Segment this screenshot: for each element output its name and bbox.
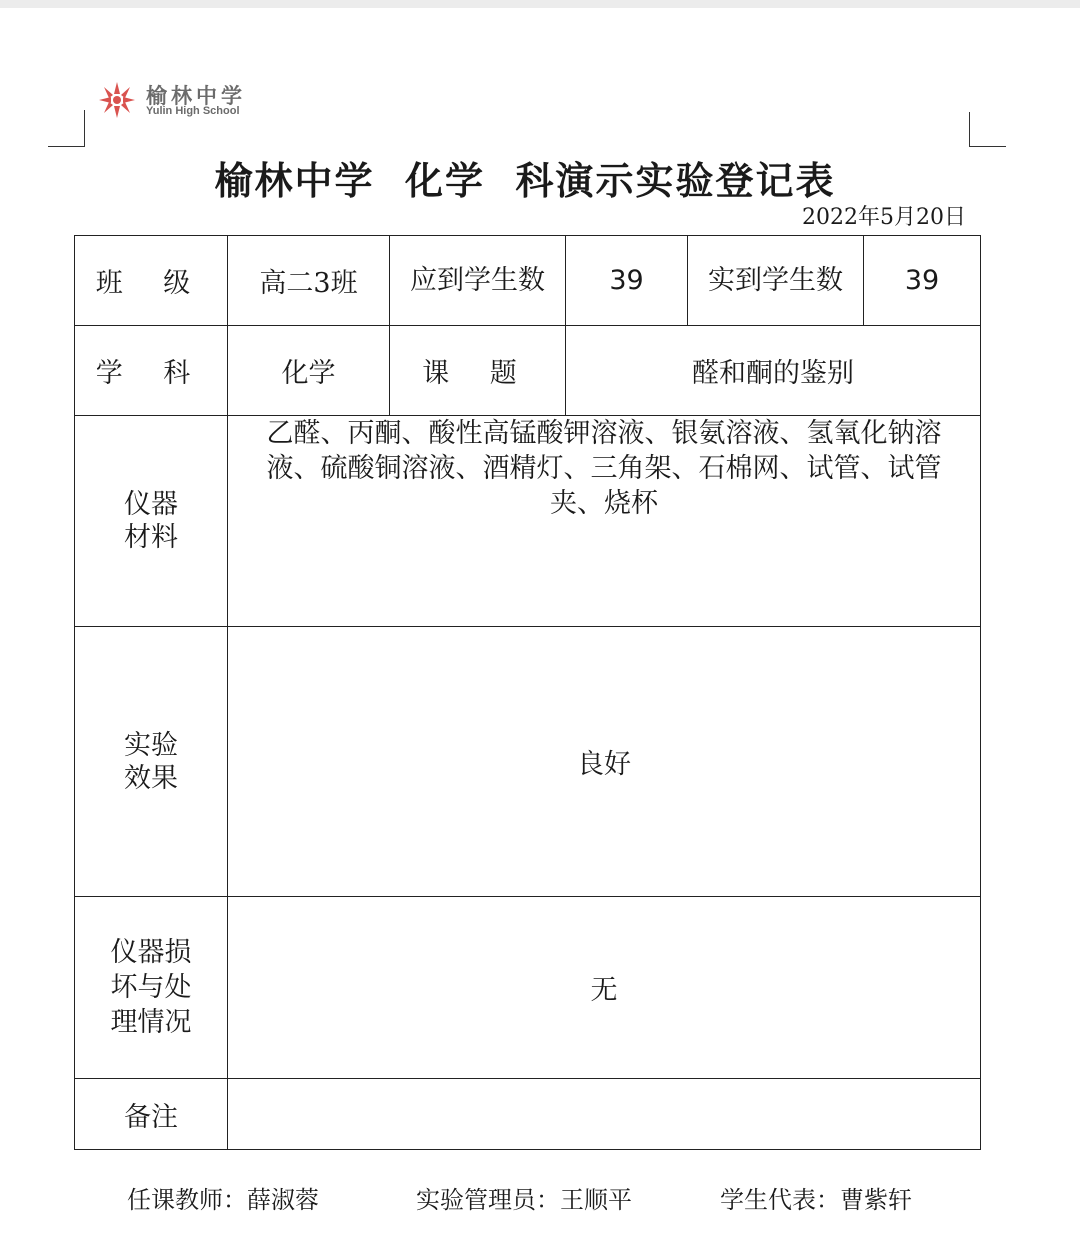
subject-label: 学 科 <box>75 326 228 416</box>
expected-students-value: 39 <box>566 236 688 326</box>
logo-english-name: Yulin High School <box>146 105 240 117</box>
damage-label-line: 理情况 <box>110 1007 192 1038</box>
page-title: 榆林中学 化学 科演示实验登记表 <box>214 158 836 203</box>
table-row <box>75 236 981 326</box>
table-row <box>75 1079 981 1150</box>
school-logo <box>96 78 266 122</box>
footer-student-rep: 学生代表：曹紫轩 <box>720 1186 912 1214</box>
table-row <box>75 627 981 897</box>
class-value: 高二3班 <box>228 236 390 326</box>
effect-label-line: 效果 <box>124 762 178 794</box>
topic-label: 课 题 <box>390 326 566 416</box>
effect-label <box>75 627 228 897</box>
footer-teacher: 任课教师：薛淑蓉 <box>127 1186 319 1214</box>
damage-label <box>75 897 228 1079</box>
footer-lab-admin: 实验管理员：王顺平 <box>416 1186 632 1214</box>
effect-value: 良好 <box>228 627 981 897</box>
crop-mark-top-left <box>48 110 85 147</box>
subject-value: 化学 <box>228 326 390 416</box>
school-emblem-icon <box>96 80 138 120</box>
damage-label-line: 仪器损 <box>110 937 192 968</box>
materials-label <box>75 416 228 627</box>
effect-label-line: 实验 <box>124 729 178 761</box>
materials-label-line: 材料 <box>124 522 178 553</box>
materials-label-line: 仪器 <box>124 489 178 520</box>
logo-chinese-name: 榆林中学 <box>146 83 246 108</box>
remarks-label: 备注 <box>75 1079 228 1150</box>
damage-value: 无 <box>228 897 981 1079</box>
materials-value: 乙醛、丙酮、酸性高锰酸钾溶液、银氨溶液、氢氧化钠溶液、硫酸铜溶液、酒精灯、三角架、石棉网、试管、试管夹、烧杯 <box>228 416 981 627</box>
record-date: 2022年5月20日 <box>802 205 966 230</box>
topic-value: 醛和酮的鉴别 <box>566 326 981 416</box>
table-row <box>75 416 981 627</box>
actual-students-value: 39 <box>864 236 981 326</box>
crop-mark-top-right <box>969 112 1006 147</box>
table-row <box>75 326 981 416</box>
registration-table <box>74 235 981 1150</box>
damage-label-line: 坏与处 <box>110 972 192 1003</box>
top-bar <box>0 0 1080 8</box>
table-row <box>75 897 981 1079</box>
expected-students-label: 应到学生数 <box>390 236 566 326</box>
class-label: 班 级 <box>75 236 228 326</box>
actual-students-label: 实到学生数 <box>688 236 864 326</box>
remarks-value <box>228 1079 981 1150</box>
